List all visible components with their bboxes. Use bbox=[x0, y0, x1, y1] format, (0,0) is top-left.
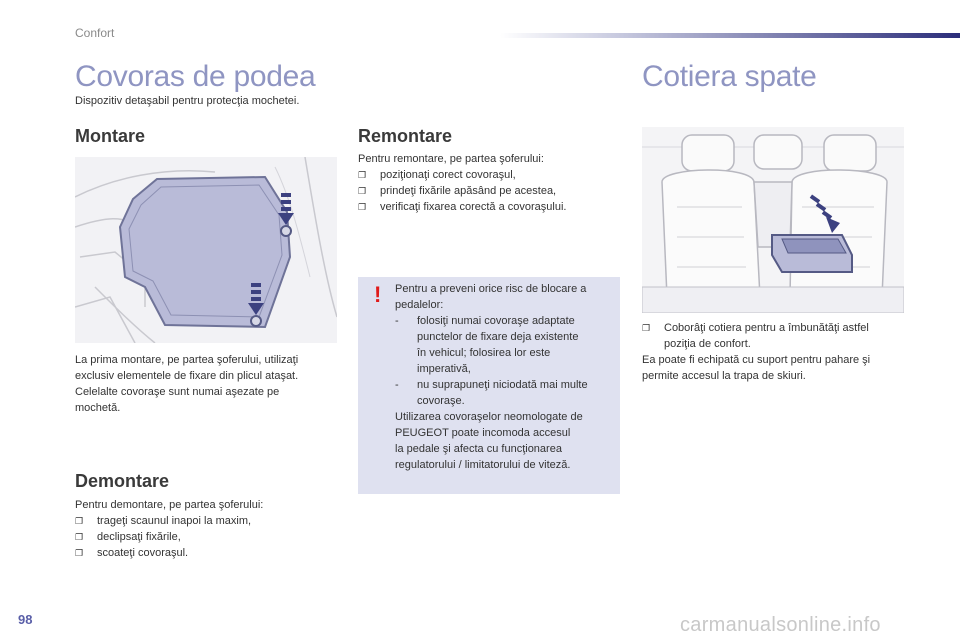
montare-line: La prima montare, pe partea şoferului, utilizaţi bbox=[75, 354, 299, 366]
list-item: ❐ trageţi scaunul inapoi la maxim, bbox=[75, 515, 252, 527]
header-bar bbox=[500, 33, 960, 38]
warning-outro-line: la pedale şi afecta cu funcţionarea bbox=[395, 443, 562, 455]
warning-outro-line: Utilizarea covoraşelor neomologate de bbox=[395, 411, 583, 423]
list-item: - nu suprapuneţi niciodată mai multe covoraşe. bbox=[395, 379, 588, 407]
page-title-left: Covoras de podea bbox=[75, 60, 316, 93]
list-item: - folosiţi numai covoraşe adaptate punctelor de fixare deja existente în vehicul; folosirea lor este imperativă, bbox=[395, 315, 579, 375]
dash-marker: - bbox=[395, 379, 399, 391]
bullet-icon: ❐ bbox=[75, 548, 84, 558]
cotiera-list bbox=[642, 320, 912, 352]
floor-mat-illustration bbox=[75, 157, 337, 343]
cotiera-block bbox=[642, 320, 912, 384]
list-item: ❐ prindeţi fixările apăsând pe acestea, bbox=[358, 185, 557, 197]
warning-list bbox=[395, 313, 615, 409]
heading-demontare: Demontare bbox=[75, 471, 170, 491]
demontare-block bbox=[75, 497, 345, 561]
bullet-icon: ❐ bbox=[358, 202, 367, 212]
section-label: Confort bbox=[75, 26, 115, 40]
warning-outro-line: regulatorului / limitatorului de viteză. bbox=[395, 459, 571, 471]
montare-line: exclusiv elementele de fixare din plicul ataşat. bbox=[75, 370, 299, 382]
remontare-list bbox=[358, 167, 618, 215]
warning-icon: ! bbox=[374, 282, 382, 307]
remontare-block bbox=[358, 151, 618, 215]
bullet-icon: ❐ bbox=[358, 170, 367, 180]
montare-line: Celelalte covoraşe sunt numai aşezate pe bbox=[75, 386, 280, 398]
heading-remontare: Remontare bbox=[358, 126, 453, 146]
montare-line: mochetă. bbox=[75, 402, 121, 414]
remontare-intro: Pentru remontare, pe partea şoferului: bbox=[358, 153, 544, 165]
warning-intro-line: pedalelor: bbox=[395, 299, 444, 311]
bullet-icon: ❐ bbox=[75, 516, 84, 526]
montare-paragraph bbox=[75, 352, 345, 416]
heading-montare: Montare bbox=[75, 126, 146, 146]
bullet-icon: ❐ bbox=[358, 186, 367, 196]
cotiera-line: Ea poate fi echipată cu suport pentru pahare şi bbox=[642, 354, 871, 366]
demontare-intro: Pentru demontare, pe partea şoferului: bbox=[75, 499, 264, 511]
watermark: carmanualsonline.info bbox=[680, 614, 881, 636]
subtitle: Dispozitiv detaşabil pentru protecţia mochetei. bbox=[75, 95, 300, 107]
list-item: ❐ Coborâţi cotiera pentru a îmbunătăţi astfel poziţia de confort. bbox=[642, 322, 869, 350]
list-item: ❐ declipsaţi fixările, bbox=[75, 531, 181, 543]
demontare-list bbox=[75, 513, 345, 561]
list-item: ❐ scoateţi covoraşul. bbox=[75, 547, 189, 559]
bullet-icon: ❐ bbox=[75, 532, 84, 542]
page-title-right: Cotiera spate bbox=[642, 60, 817, 93]
warning-intro-line: Pentru a preveni orice risc de blocare a bbox=[395, 283, 587, 295]
dash-marker: - bbox=[395, 315, 399, 327]
cotiera-line: permite accesul la trapa de skiuri. bbox=[642, 370, 806, 382]
page-number: 98 bbox=[18, 612, 33, 627]
bullet-icon: ❐ bbox=[642, 323, 651, 333]
rear-armrest-illustration bbox=[642, 127, 904, 313]
list-item: ❐ verificaţi fixarea corectă a covoraşului. bbox=[358, 201, 567, 213]
warning-outro-line: PEUGEOT poate incomoda accesul bbox=[395, 427, 571, 439]
list-item: ❐ poziţionaţi corect covoraşul, bbox=[358, 169, 516, 181]
warning-text bbox=[395, 281, 615, 473]
